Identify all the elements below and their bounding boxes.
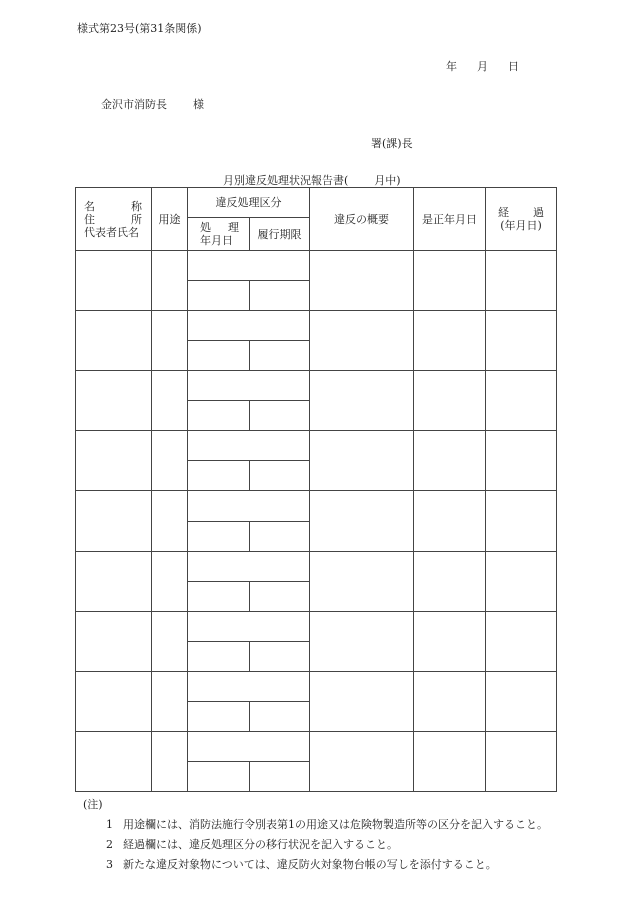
entry-row (76, 611, 557, 641)
note-item: 3 新たな違反対象物については、違反防火対象物台帳の写しを添付すること。 (106, 858, 497, 871)
entry-corrected-cell[interactable] (414, 611, 486, 671)
entry-process-date-cell[interactable] (188, 581, 250, 611)
entry-summary-cell[interactable] (310, 431, 414, 491)
header-corrected: 是正年月日 (414, 188, 486, 251)
header-class-group: 違反処理区分 (188, 188, 310, 218)
entry-process-date-cell[interactable] (188, 401, 250, 431)
date-year: 年 (446, 60, 457, 73)
report-title-month: 月中) (374, 174, 401, 187)
entry-process-date-cell[interactable] (188, 761, 250, 791)
note-item: 1 用途欄には、消防法施行令別表第1の用途又は危険物製造所等の区分を記入すること。 (106, 818, 548, 831)
entry-corrected-cell[interactable] (414, 551, 486, 611)
entry-progress-cell[interactable] (486, 611, 557, 671)
entry-deadline-cell[interactable] (250, 461, 310, 491)
note-item: 2 経過欄には、違反処理区分の移行状況を記入すること。 (106, 838, 398, 851)
entry-class-cell[interactable] (188, 251, 310, 281)
entry-summary-cell[interactable] (310, 491, 414, 551)
header-row-1 (76, 188, 557, 218)
entry-deadline-cell[interactable] (250, 581, 310, 611)
notes (83, 795, 563, 875)
notes-heading: (注) (83, 798, 103, 811)
entry-use-cell[interactable] (152, 251, 188, 311)
entry-deadline-cell[interactable] (250, 281, 310, 311)
entry-progress-cell[interactable] (486, 251, 557, 311)
entry-name-cell[interactable] (76, 611, 152, 671)
entry-progress-cell[interactable] (486, 431, 557, 491)
entry-use-cell[interactable] (152, 551, 188, 611)
entry-use-cell[interactable] (152, 671, 188, 731)
report-title (223, 172, 401, 188)
entry-row (76, 491, 557, 521)
date-day: 日 (508, 60, 519, 73)
entry-class-cell[interactable] (188, 611, 310, 641)
header-use: 用途 (152, 188, 188, 251)
entry-summary-cell[interactable] (310, 551, 414, 611)
entry-row (76, 251, 557, 281)
entry-deadline-cell[interactable] (250, 521, 310, 551)
entry-row (76, 311, 557, 341)
addressee (101, 96, 204, 112)
entry-class-cell[interactable] (188, 551, 310, 581)
entry-class-cell[interactable] (188, 731, 310, 761)
entry-corrected-cell[interactable] (414, 491, 486, 551)
entry-corrected-cell[interactable] (414, 251, 486, 311)
entry-summary-cell[interactable] (310, 731, 414, 791)
header-progress: 経 過 (年月日) (486, 188, 557, 251)
entry-progress-cell[interactable] (486, 731, 557, 791)
entry-process-date-cell[interactable] (188, 281, 250, 311)
entry-class-cell[interactable] (188, 311, 310, 341)
entry-process-date-cell[interactable] (188, 461, 250, 491)
header-deadline: 履行期限 (250, 218, 310, 251)
date-line (446, 58, 519, 74)
entry-deadline-cell[interactable] (250, 701, 310, 731)
entry-use-cell[interactable] (152, 371, 188, 431)
entry-progress-cell[interactable] (486, 491, 557, 551)
entry-name-cell[interactable] (76, 251, 152, 311)
entry-class-cell[interactable] (188, 371, 310, 401)
form-number: 様式第23号(第31条関係) (77, 22, 202, 35)
entry-name-cell[interactable] (76, 311, 152, 371)
entry-row (76, 431, 557, 461)
entry-class-cell[interactable] (188, 671, 310, 701)
entry-corrected-cell[interactable] (414, 431, 486, 491)
addressee-name: 金沢市消防長 (101, 98, 167, 111)
entry-use-cell[interactable] (152, 311, 188, 371)
entry-corrected-cell[interactable] (414, 311, 486, 371)
entry-progress-cell[interactable] (486, 371, 557, 431)
date-month: 月 (477, 60, 488, 73)
entry-summary-cell[interactable] (310, 251, 414, 311)
entry-name-cell[interactable] (76, 371, 152, 431)
entry-use-cell[interactable] (152, 491, 188, 551)
entry-process-date-cell[interactable] (188, 641, 250, 671)
entry-row (76, 371, 557, 401)
entry-summary-cell[interactable] (310, 671, 414, 731)
entry-process-date-cell[interactable] (188, 341, 250, 371)
addressee-honorific: 様 (193, 98, 204, 111)
entry-progress-cell[interactable] (486, 671, 557, 731)
header-process-date: 処 理 年月日 (188, 218, 250, 251)
entry-row (76, 551, 557, 581)
entry-deadline-cell[interactable] (250, 641, 310, 671)
report-title-prefix: 月別違反処理状況報告書( (223, 174, 349, 187)
entry-row (76, 671, 557, 701)
entry-corrected-cell[interactable] (414, 671, 486, 731)
entry-name-cell[interactable] (76, 671, 152, 731)
entry-summary-cell[interactable] (310, 611, 414, 671)
header-summary: 違反の概要 (310, 188, 414, 251)
header-name: 名 称 住 所 代表者氏名 (76, 188, 152, 251)
entry-process-date-cell[interactable] (188, 701, 250, 731)
entry-row (76, 731, 557, 761)
entry-corrected-cell[interactable] (414, 731, 486, 791)
entry-use-cell[interactable] (152, 431, 188, 491)
entry-name-cell[interactable] (76, 491, 152, 551)
entry-summary-cell[interactable] (310, 371, 414, 431)
entry-name-cell[interactable] (76, 431, 152, 491)
entry-corrected-cell[interactable] (414, 371, 486, 431)
entry-class-cell[interactable] (188, 431, 310, 461)
entry-name-cell[interactable] (76, 551, 152, 611)
entry-deadline-cell[interactable] (250, 401, 310, 431)
entry-use-cell[interactable] (152, 731, 188, 791)
entry-name-cell[interactable] (76, 731, 152, 791)
entry-use-cell[interactable] (152, 611, 188, 671)
entry-process-date-cell[interactable] (188, 521, 250, 551)
entry-class-cell[interactable] (188, 491, 310, 521)
report-table (75, 187, 557, 792)
sender: 署(課)長 (371, 137, 413, 150)
entry-summary-cell[interactable] (310, 311, 414, 371)
entry-deadline-cell[interactable] (250, 761, 310, 791)
entry-progress-cell[interactable] (486, 551, 557, 611)
entry-progress-cell[interactable] (486, 311, 557, 371)
entry-deadline-cell[interactable] (250, 341, 310, 371)
